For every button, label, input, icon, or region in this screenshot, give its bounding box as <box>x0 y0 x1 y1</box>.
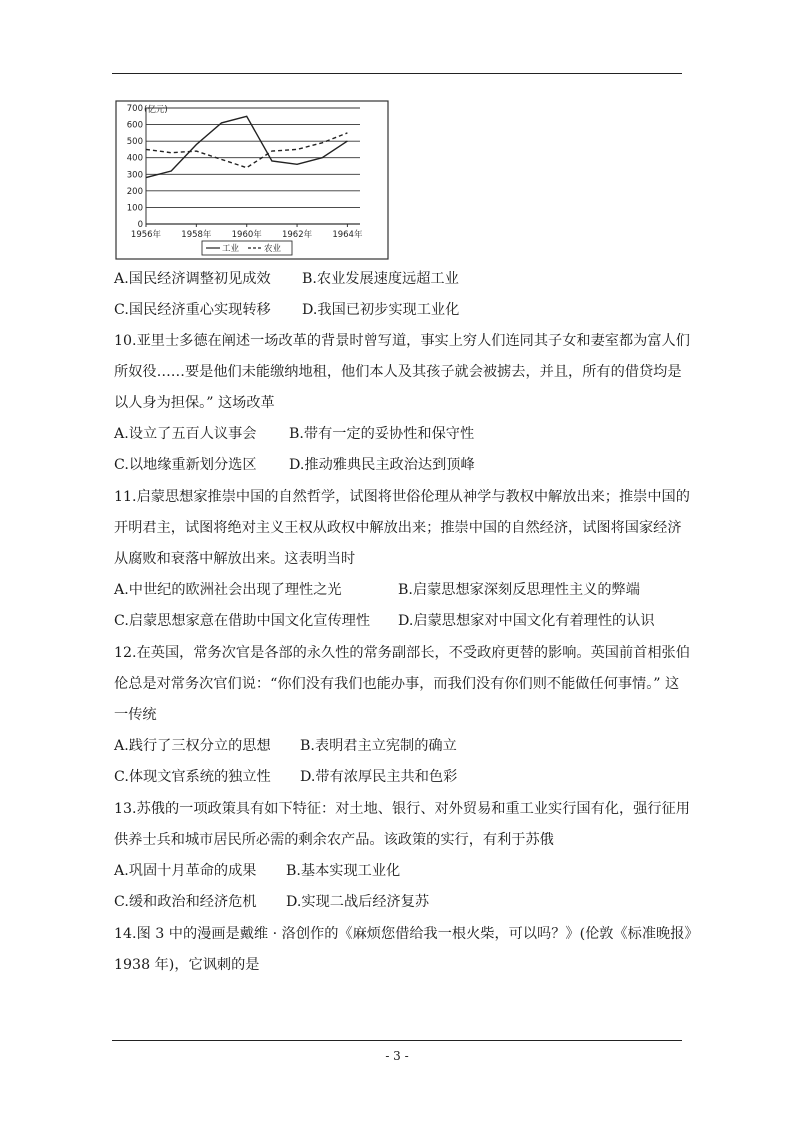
q11-option-d: D.启蒙思想家对中国文化有着理性的认识 <box>398 613 655 629</box>
q9-option-a: A.国民经济调整初见成效 <box>114 271 271 287</box>
footer-rule <box>112 1040 682 1041</box>
agriculture-series-line <box>146 133 347 168</box>
chart-x-tick-label: 1960年 <box>231 230 262 240</box>
q14-stem-line-1: 14.图 3 中的漫画是戴维 · 洛创作的《麻烦您借给我一根火柴，可以吗？》(伦敦《标准晚报》 <box>114 926 699 942</box>
q11-option-b: B.启蒙思想家深刻反思理性主义的弊端 <box>398 582 640 598</box>
q11-stem-line-2: 开明君主，试图将绝对主义王权从政权中解放出来；推崇中国的自然经济，试图将国家经济 <box>114 520 682 536</box>
q12-option-d: D.带有浓厚民主共和色彩 <box>300 769 458 785</box>
q10-stem-line-1: 10.亚里士多德在阐述一场改革的背景时曾写道，事实上穷人们连同其子女和妻室都为富人们 <box>114 333 690 349</box>
q13-option-a: A.巩固十月革命的成果 <box>114 863 257 879</box>
chart-y-tick-label: 500 <box>126 137 143 148</box>
q10-option-d: D.推动雅典民主政治达到顶峰 <box>289 457 475 473</box>
page-number: - 3 - <box>385 1049 409 1063</box>
chart-y-tick-label: 300 <box>126 170 143 181</box>
q12-stem-line-2: 伦总是对常务次官们说：“你们没有我们也能办事，而我们没有你们则不能做任何事情。” 这 <box>114 676 680 692</box>
chart-x-tick-label: 1964年 <box>332 230 363 240</box>
q13-option-c: C.缓和政治和经济危机 <box>114 894 257 910</box>
q12-option-a: A.践行了三权分立的思想 <box>114 738 271 754</box>
line-chart <box>114 100 390 260</box>
q14-stem-line-2: 1938 年)，它讽刺的是 <box>114 957 260 973</box>
q13-option-b: B.基本实现工业化 <box>286 863 401 879</box>
q12-stem-line-1: 12.在英国，常务次官是各部的永久性的常务副部长，不受政府更替的影响。英国前首相张伯 <box>114 645 690 661</box>
q11-option-a: A.中世纪的欧洲社会出现了理性之光 <box>114 582 342 598</box>
q12-option-b: B.表明君主立宪制的确立 <box>300 738 457 754</box>
q13-option-d: D.实现二战后经济复苏 <box>286 894 430 910</box>
chart-y-tick-label: 200 <box>126 186 143 197</box>
q12-stem-line-3: 一传统 <box>114 707 157 723</box>
q11-stem-line-1: 11.启蒙思想家推崇中国的自然哲学，试图将世俗伦理从神学与教权中解放出来；推崇中国的 <box>114 489 690 505</box>
chart-x-tick-label: 1956年 <box>130 230 162 240</box>
chart-y-tick-label: 0 <box>137 220 143 230</box>
chart-y-tick-label: 400 <box>126 153 143 164</box>
industry-series-line <box>146 116 347 177</box>
chart-y-tick-label: 700 <box>126 104 143 114</box>
legend-industry-label: 工业 <box>222 244 240 254</box>
chart-y-tick-label: 100 <box>126 203 143 214</box>
chart-unit-label: (亿元) <box>144 105 168 115</box>
q10-option-b: B.带有一定的妥协性和保守性 <box>289 426 475 442</box>
q11-option-c: C.启蒙思想家意在借助中国文化宣传理性 <box>114 613 371 629</box>
q13-stem-line-2: 供养士兵和城市居民所必需的剩余农产品。该政策的实行，有利于苏俄 <box>114 832 554 848</box>
header-rule <box>112 73 682 74</box>
chart-x-tick-label: 1958年 <box>181 230 212 240</box>
q10-option-a: A.设立了五百人议事会 <box>114 426 257 442</box>
chart-x-tick-label: 1962年 <box>281 230 313 240</box>
q10-stem-line-2: 所奴役……要是他们未能缴纳地租，他们本人及其孩子就会被掳去，并且，所有的借贷均是 <box>114 364 682 380</box>
q13-stem-line-1: 13.苏俄的一项政策具有如下特征：对土地、银行、对外贸易和重工业实行国有化，强行征用 <box>114 801 690 817</box>
q12-option-c: C.体现文官系统的独立性 <box>114 769 271 785</box>
q9-option-d: D.我国已初步实现工业化 <box>302 302 460 318</box>
chart-y-tick-label: 600 <box>126 120 143 131</box>
q10-option-c: C.以地缘重新划分选区 <box>114 457 257 473</box>
q9-option-b: B.农业发展速度远超工业 <box>302 271 459 287</box>
q11-stem-line-3: 从腐败和衰落中解放出来。这表明当时 <box>114 551 356 567</box>
q10-stem-line-3: 以人身为担保。” 这场改革 <box>114 395 275 411</box>
q9-option-c: C.国民经济重心实现转移 <box>114 302 271 318</box>
legend-agriculture-label: 农业 <box>264 244 282 254</box>
